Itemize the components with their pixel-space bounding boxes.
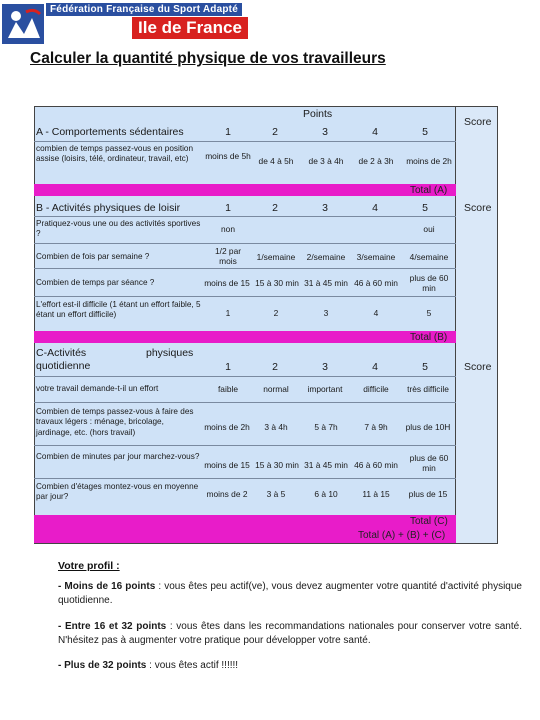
answer-b3-2: 15 à 30 min <box>255 278 299 288</box>
total-b: Total (B) <box>410 332 448 343</box>
scale-b-4: 4 <box>372 202 378 214</box>
answer-c3-1: moins de 15 <box>204 460 250 470</box>
divider <box>34 268 456 269</box>
ffsa-logo-icon <box>2 4 44 44</box>
profile-mid <box>58 620 522 648</box>
answer-c2-4: 7 à 9h <box>364 422 388 432</box>
scale-a-1: 1 <box>225 126 231 138</box>
scale-b-3: 3 <box>322 202 328 214</box>
question-c2: Combien de temps passez-vous à faire des travaux légers : ménage, bricolage, jardinage, etc. (hors travail) <box>36 407 194 437</box>
answer-b2-2: 1/semaine <box>256 252 296 262</box>
total-band-a <box>34 184 456 196</box>
scale-c-5: 5 <box>422 361 428 373</box>
answer-c4-3: 6 à 10 <box>314 489 338 499</box>
answer-c2-1: moins de 2h <box>204 422 250 432</box>
section-c-title-c: quotidienne <box>36 360 91 372</box>
scale-a-5: 5 <box>422 126 428 138</box>
org-name: Fédération Française du Sport Adapté <box>46 3 242 16</box>
question-b2: Combien de fois par semaine ? <box>36 252 150 261</box>
profile-low <box>58 580 522 608</box>
header-banner <box>0 0 540 48</box>
points-header: Points <box>303 108 333 120</box>
section-c-title-a: C-Activités <box>36 347 87 359</box>
answer-a1-4: de 2 à 3h <box>358 156 394 166</box>
scale-c-3: 3 <box>322 361 328 373</box>
section-b-title: B - Activités physiques de loisir <box>36 202 181 214</box>
answer-b4-2: 2 <box>273 308 279 318</box>
section-c-title-b: physiques <box>146 347 194 359</box>
profile-low-label: - Moins de 16 points <box>58 581 156 592</box>
answer-c4-2: 3 à 5 <box>266 489 286 499</box>
answer-c1-4: difficile <box>363 384 389 394</box>
scale-b-2: 2 <box>272 202 278 214</box>
question-b1: Pratiquez-vous une ou des activités sportives ? <box>36 219 201 239</box>
question-c4: Combien d'étages montez-vous en moyenne par jour? <box>36 482 199 502</box>
divider <box>34 296 456 297</box>
answer-b3-1: moins de 15 <box>204 278 250 288</box>
divider <box>34 376 456 377</box>
answer-a1-3: de 3 à 4h <box>308 156 344 166</box>
profile-high-text: : vous êtes actif !!!!!! <box>146 660 239 671</box>
total-c: Total (C) <box>410 516 448 527</box>
answer-c4-4: 11 à 15 <box>362 489 390 499</box>
profile-mid-text: : vous êtes dans les recommandations nationales pour conserver votre santé. N'hésitez pas à augmenter votre pratique pour développer votre santé. <box>58 621 522 646</box>
question-a1: combien de temps passez-vous en position assise (loisirs, télé, ordinateur, travail, etc) <box>36 144 194 164</box>
answer-a1-2: de 4 à 5h <box>258 156 294 166</box>
answer-c3-3: 31 à 45 min <box>304 460 348 470</box>
answer-b4-5: 5 <box>426 308 432 318</box>
total-a: Total (A) <box>410 185 448 196</box>
question-c3: Combien de minutes par jour marchez-vous? <box>36 452 200 461</box>
scale-a-4: 4 <box>372 126 378 138</box>
answer-b1-1: non <box>221 224 235 234</box>
profile-mid-label: - Entre 16 et 32 points <box>58 621 167 632</box>
scale-c-4: 4 <box>372 361 378 373</box>
answer-c1-2: normal <box>263 384 289 394</box>
divider <box>34 216 456 217</box>
answer-b3-4: 46 à 60 min <box>354 278 398 288</box>
answer-a1-1: moins de 5h <box>205 151 251 161</box>
profile-high-label: - Plus de 32 points <box>58 660 147 671</box>
answer-c2-2: 3 à 4h <box>264 422 288 432</box>
answer-a1-5: moins de 2h <box>406 156 452 166</box>
answer-b2-5: 4/semaine <box>409 252 449 262</box>
answer-b4-1: 1 <box>225 308 231 318</box>
scale-c-2: 2 <box>272 361 278 373</box>
question-b4: L'effort est-il difficile (1 étant un effort faible, 5 étant un effort difficile) <box>36 300 201 320</box>
answer-c3-2: 15 à 30 min <box>255 460 299 470</box>
answer-c1-5: très difficile <box>407 384 449 394</box>
region-name: Ile de France <box>132 17 248 39</box>
divider <box>34 141 456 142</box>
answer-c4-1: moins de 2 <box>206 489 248 499</box>
answer-b2-4: 3/semaine <box>356 252 396 262</box>
answer-c3-5: plus de 60 min <box>409 453 449 473</box>
answer-b3-3: 31 à 45 min <box>304 278 348 288</box>
score-column <box>456 106 498 544</box>
divider <box>34 478 456 479</box>
answer-b3-5: plus de 60 min <box>409 273 449 293</box>
divider <box>34 243 456 244</box>
divider <box>34 402 456 403</box>
scale-c-1: 1 <box>225 361 231 373</box>
divider <box>34 445 456 446</box>
scale-a-3: 3 <box>322 126 328 138</box>
profile-high <box>58 659 522 673</box>
section-a-title: A - Comportements sédentaires <box>36 126 184 138</box>
score-label-a: Score <box>464 116 492 128</box>
question-c1: votre travail demande-t-il un effort <box>36 384 159 393</box>
scale-a-2: 2 <box>272 126 278 138</box>
profile-low-text: : vous êtes peu actif(ve), vous devez augmenter votre quantité d'activité physique quotidienne. <box>58 581 522 606</box>
answer-c3-4: 46 à 60 min <box>354 460 398 470</box>
question-b3: Combien de temps par séance ? <box>36 278 155 287</box>
answer-c1-3: important <box>307 384 343 394</box>
total-band-b <box>34 331 456 343</box>
page-title: Calculer la quantité physique de vos travailleurs <box>30 50 386 67</box>
scale-b-1: 1 <box>225 202 231 214</box>
answer-c2-5: plus de 10H <box>405 422 451 432</box>
answer-c4-5: plus de 15 <box>408 489 448 499</box>
answer-b1-5: oui <box>423 224 435 234</box>
answer-b4-3: 3 <box>323 308 329 318</box>
answer-c1-1: faible <box>217 384 239 394</box>
grand-total: Total (A) + (B) + (C) <box>358 530 446 541</box>
answer-b2-1: 1/2 par mois <box>214 246 242 266</box>
answer-b2-3: 2/semaine <box>306 252 346 262</box>
logo <box>0 0 250 44</box>
scale-b-5: 5 <box>422 202 428 214</box>
score-label-c: Score <box>464 361 492 373</box>
answer-c2-3: 5 à 7h <box>314 422 338 432</box>
answer-b4-4: 4 <box>373 308 379 318</box>
profile-heading: Votre profil : <box>58 560 120 572</box>
score-label-b: Score <box>464 202 492 214</box>
